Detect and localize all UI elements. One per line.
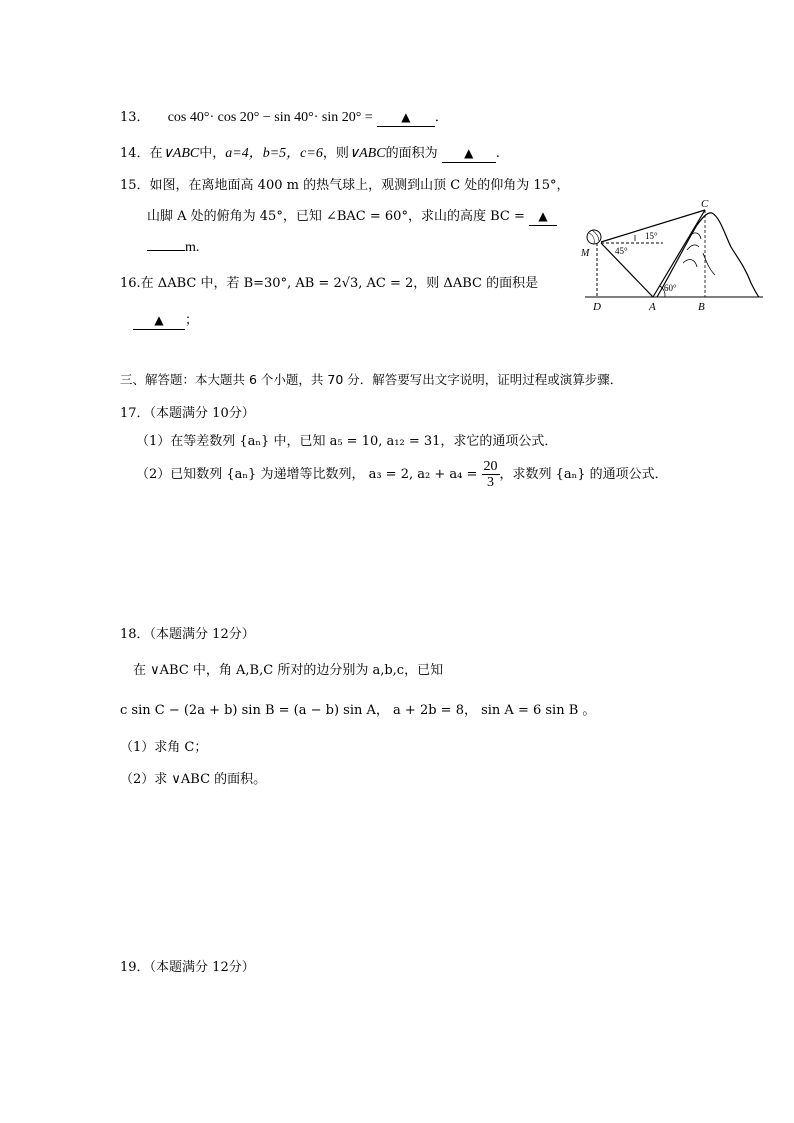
q14-text-1: 在: [149, 146, 163, 161]
question-19-header: 19．（本题满分 12分）: [120, 960, 255, 975]
q13-expression: cos 40°· cos 20° − sin 40°· sin 20° =: [167, 110, 373, 125]
question-13: [120, 108, 448, 128]
q17-fraction: [482, 459, 500, 490]
q14-triangle-abc-2: ∨ABC: [348, 146, 386, 161]
q16-answer-blank: [133, 312, 185, 330]
q15-number: 15．: [120, 178, 150, 193]
q13-number: 13．: [120, 110, 150, 125]
q17-part-2-text-a: （2）已知数列 {aₙ} 为递增等比数列， a₃ = 2, a₂ + a₄ =: [136, 467, 478, 482]
q14-end: .: [495, 146, 500, 161]
q15-answer-blank-part1: [529, 208, 557, 226]
section-3-heading: 三、解答题：本大题共 6 个小题，共 70 分．解答要写出文字说明，证明过程或演算步骤．: [120, 372, 623, 387]
q15-answer-blank-part2: [147, 250, 185, 251]
question-18-line-1: 在 ∨ABC 中，角 A,B,C 所对的边分别为 a,b,c，已知: [133, 663, 444, 678]
question-18-header: 18．（本题满分 12分）: [120, 627, 255, 642]
q16-text: 16.在 ΔABC 中，若 B=30°, AB = 2√3, AC = 2，则 ΔABC 的面积是: [120, 276, 539, 291]
question-14: [120, 144, 500, 164]
question-17-part-1: [136, 432, 557, 452]
question-17-part-2: [136, 455, 668, 495]
q17-part-1-text: （1）在等差数列 {aₙ} 中，已知 a₅ = 10, a₁₂ = 31，求它的通项公式．: [136, 434, 558, 449]
q13-end: ．: [434, 110, 448, 125]
question-16-answer: [133, 311, 198, 331]
q15-unit: m.: [185, 240, 200, 255]
question-17-header: 17．（本题满分 10分）: [120, 406, 255, 421]
label-M: M: [581, 248, 590, 259]
balloon-mountain-figure: [575, 195, 770, 315]
q14-text-2: 中，: [199, 146, 226, 161]
label-A: A: [649, 301, 656, 313]
question-16: [120, 274, 538, 294]
question-15-line-2: [147, 207, 557, 227]
q14-values: a=4，b=5，c=6: [225, 146, 323, 161]
label-B: B: [698, 301, 705, 313]
q14-text-3: ，则: [322, 146, 349, 161]
q17-fraction-numerator: 20: [483, 459, 498, 474]
question-18-part-1: （1）求角 C；: [120, 740, 208, 755]
q15-line-2-text: 山脚 A 处的俯角为 45°，已知 ∠BAC = 60°，求山的高度 BC =: [147, 209, 525, 224]
q17-fraction-denominator: 3: [487, 475, 494, 490]
question-18-line-2: c sin C − (2a + b) sin B = (a − b) sin A， a + 2b = 8， sin A = 6 sin B 。: [120, 703, 596, 718]
question-18-part-2: （2）求 ∨ABC 的面积。: [120, 772, 267, 787]
question-15-line-1: [120, 176, 569, 196]
q15-line-1-text: 如图，在离地面高 400 m 的热气球上，观测到山顶 C 处的仰角为 15°，: [149, 178, 570, 193]
triangle-marker-icon: ▲: [464, 146, 474, 160]
triangle-marker-icon: ▲: [401, 110, 411, 124]
triangle-marker-icon: ▲: [154, 313, 164, 327]
label-angle-45: 45°: [615, 246, 628, 256]
label-C: C: [701, 198, 709, 210]
question-15-line-3: [147, 238, 199, 258]
q14-triangle-abc: ∨ABC: [162, 146, 200, 161]
q14-answer-blank: [442, 145, 496, 163]
q14-number: 14．: [120, 146, 150, 161]
label-angle-15: 15°: [645, 231, 658, 241]
label-angle-60: 60°: [664, 283, 677, 293]
label-D: D: [593, 301, 601, 313]
q16-end: ；: [185, 313, 199, 328]
q14-text-4: 的面积为: [385, 146, 438, 161]
q13-answer-blank: [377, 109, 435, 127]
triangle-marker-icon: ▲: [538, 209, 548, 223]
q17-part-2-text-b: ，求数列 {aₙ} 的通项公式．: [499, 467, 668, 482]
